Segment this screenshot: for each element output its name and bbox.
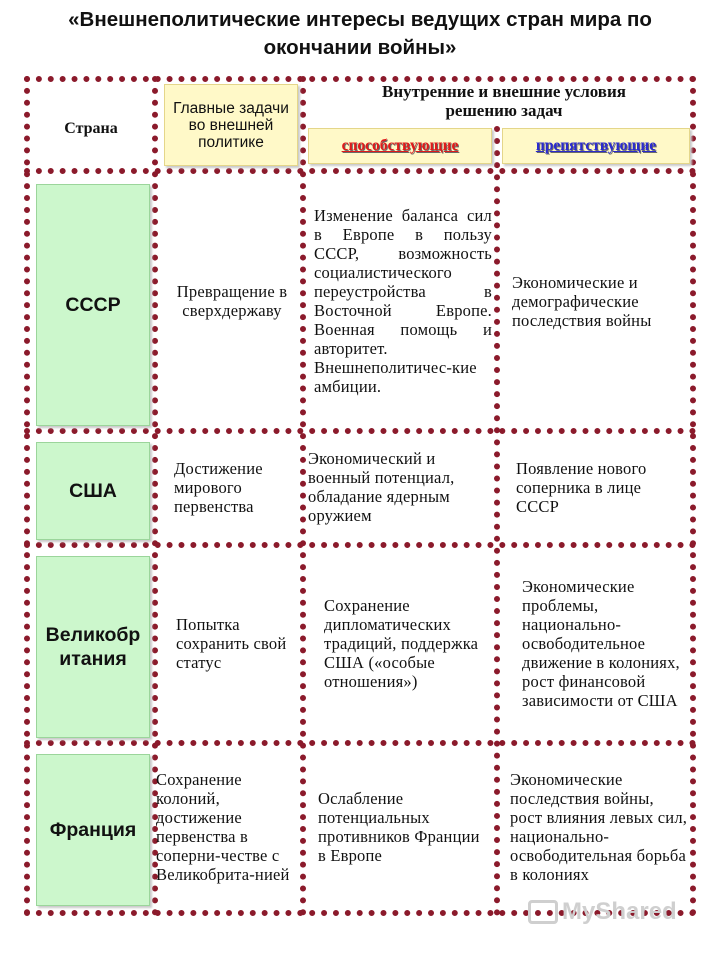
country-ussr: СССР [36, 184, 150, 426]
goal-usa [174, 434, 296, 540]
favorable-great-britain-text: Сохранение дипломатических традиций, поддержка США («особые отношения») [324, 595, 479, 691]
header-favorable [308, 128, 492, 164]
country-france: Франция [36, 754, 150, 906]
grid-line [300, 76, 306, 916]
favorable-ussr [314, 176, 492, 426]
hindering-label: препятствующие [535, 137, 657, 154]
country-usa: США [36, 442, 150, 540]
title-line-2: окончании войны» [263, 36, 457, 59]
header-conditions: Внутренние и внешние условия решению задач [382, 82, 626, 120]
goal-ussr [168, 176, 296, 426]
grid-line [24, 76, 30, 916]
favorable-france [318, 746, 490, 908]
goal-ussr-text: Превращение в сверхдержаву [176, 282, 288, 320]
hindering-france-text: Экономические последствия войны, рост влияния левых сил, национально-освободительная борьба в колониях [510, 770, 688, 884]
page-title [0, 6, 720, 62]
country-great-britain [36, 556, 150, 738]
goal-france [156, 746, 296, 908]
favorable-ussr-text: Изменение баланса сил в Европе в пользу СССР, возможность социалистического переустройства в Восточной Европе. Военная помощь и авторитет. Внешнеполитичес-кие амбиции. [314, 206, 492, 396]
goal-usa-text: Достижение мирового первенства [174, 458, 263, 516]
favorable-great-britain [324, 548, 490, 738]
grid-line [690, 76, 696, 916]
hindering-usa-text: Появление нового соперника в лице СССР [516, 458, 647, 516]
country-great-britain-text: Великобритания [45, 624, 141, 670]
title-line-1: «Внешнеполитические интересы ведущих стран мира по [68, 8, 652, 31]
goal-great-britain [176, 548, 296, 738]
header-goals: Главные задачи во внешней политике [164, 84, 298, 166]
grid-line [494, 126, 500, 916]
header-hindering [502, 128, 690, 164]
goal-great-britain-text: Попытка сохранить свой статус [176, 614, 287, 672]
watermark [528, 898, 677, 926]
watermark-text: MyShared [562, 898, 677, 925]
favorable-usa [308, 434, 492, 540]
hindering-great-britain [522, 548, 688, 738]
hindering-usa [516, 434, 688, 540]
goal-france-text: Сохранение колоний, достижение первенства в соперни-честве с Великобрита-нией [156, 770, 290, 884]
favorable-france-text: Ослабление потенциальных противников Франции в Европе [318, 789, 480, 865]
header-country: Страна [64, 120, 118, 137]
interests-table [24, 76, 696, 916]
hindering-france [510, 746, 688, 908]
slide-icon [528, 900, 558, 924]
favorable-usa-text: Экономический и военный потенциал, обладание ядерным оружием [308, 449, 455, 525]
favorable-label: способствующие [341, 137, 459, 154]
hindering-ussr-text: Экономические и демографические последствия войны [512, 272, 652, 330]
hindering-great-britain-text: Экономические проблемы, национально-освободительное движение в колониях, рост финансовой зависимости от США [522, 576, 680, 710]
hindering-ussr [512, 176, 688, 426]
grid-line [24, 168, 696, 174]
